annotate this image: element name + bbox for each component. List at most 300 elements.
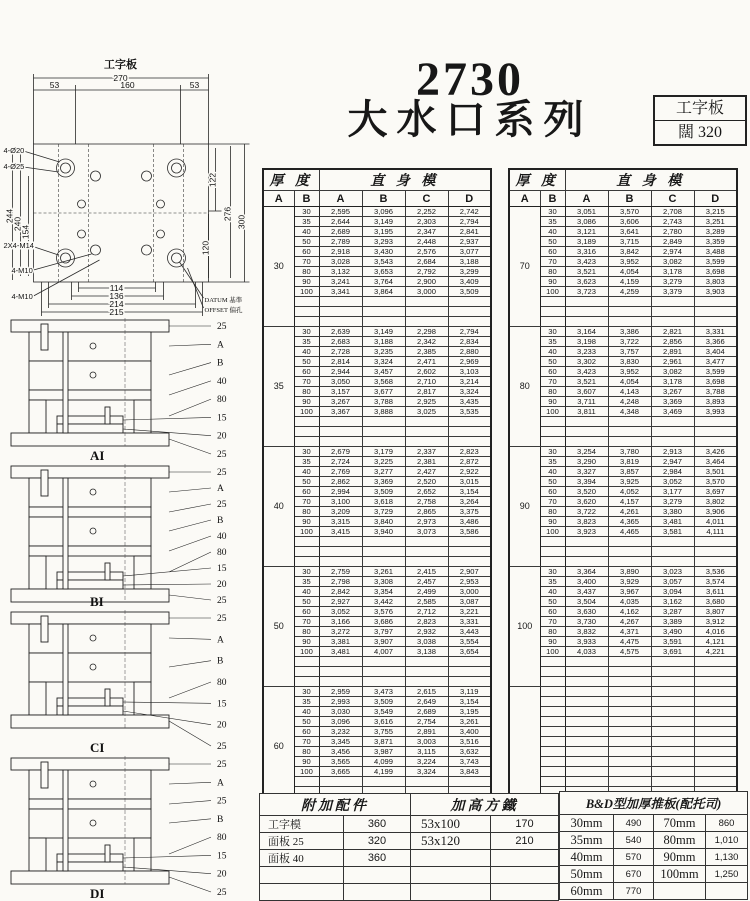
mold-dim-value: 3,630: [565, 607, 608, 617]
mold-dim-value: [608, 767, 651, 777]
mold-dim-value: 4,033: [565, 647, 608, 657]
thickness-b-value: 80: [294, 387, 319, 397]
section-dim-label: 15: [217, 851, 227, 862]
thickness-b-value: 35: [294, 457, 319, 467]
thickness-b-value: 40: [294, 707, 319, 717]
mold-dim-value: 3,166: [319, 617, 362, 627]
section-dim-label: 15: [217, 564, 227, 574]
mold-dim-value: 3,394: [565, 477, 608, 487]
spec-row: [509, 617, 737, 627]
thickness-a-value: 70: [509, 207, 540, 327]
bd-row: [560, 832, 748, 849]
mold-dim-value: 2,585: [405, 597, 448, 607]
spec-row: [263, 707, 491, 717]
thickness-b-value: 30: [294, 687, 319, 697]
thickness-b-value: [540, 437, 565, 447]
mold-dim-value: 3,606: [608, 217, 651, 227]
mold-dim-value: [448, 437, 491, 447]
spec-row: [263, 547, 491, 557]
bd-row: [560, 883, 748, 900]
accessory-value: [344, 884, 411, 901]
spec-row: [509, 567, 737, 577]
plate-spec-box: [653, 95, 747, 146]
mold-dim-value: 3,993: [694, 407, 737, 417]
dim-276: 276: [222, 206, 233, 222]
mold-dim-value: 3,509: [448, 287, 491, 297]
spec-row: [263, 207, 491, 217]
accessory-row: [260, 884, 559, 901]
mold-dim-value: 3,386: [608, 327, 651, 337]
mold-dim-value: [608, 297, 651, 307]
dim-154: 154: [20, 224, 31, 240]
mold-dim-value: 3,293: [362, 237, 405, 247]
mold-dim-value: 3,299: [448, 267, 491, 277]
mold-dim-value: 3,929: [608, 577, 651, 587]
mold-dim-value: [405, 537, 448, 547]
mold-dim-value: 3,157: [319, 387, 362, 397]
mold-dim-value: [448, 297, 491, 307]
spec-row: [263, 397, 491, 407]
mold-dim-value: 3,842: [608, 247, 651, 257]
bd-value: 490: [614, 815, 654, 832]
thickness-b-value: 40: [540, 587, 565, 597]
thickness-header: 厚 度: [263, 169, 319, 191]
mold-dim-value: 2,415: [405, 567, 448, 577]
spec-row: [263, 687, 491, 697]
mold-dim-value: 3,509: [362, 487, 405, 497]
thickness-b-value: [294, 317, 319, 327]
spec-row: [263, 667, 491, 677]
section-dim-label: A: [217, 484, 224, 494]
mold-dim-value: 3,426: [694, 447, 737, 457]
spec-row: [263, 677, 491, 687]
spec-row: [263, 607, 491, 617]
spec-row: [509, 337, 737, 347]
mold-dim-value: 3,521: [565, 377, 608, 387]
mold-dim-value: [565, 737, 608, 747]
mold-section-diagrams: [4, 316, 256, 900]
mold-dim-value: 3,154: [448, 487, 491, 497]
mold-dim-value: 3,591: [651, 637, 694, 647]
thickness-b-value: [540, 297, 565, 307]
mold-dim-value: 2,823: [405, 617, 448, 627]
mold-dim-value: 3,607: [565, 387, 608, 397]
mold-dim-value: 3,277: [362, 467, 405, 477]
mold-dim-value: 3,359: [694, 237, 737, 247]
mold-dim-value: [448, 677, 491, 687]
spec-row: [263, 267, 491, 277]
mold-dim-value: 3,516: [448, 737, 491, 747]
mold-dim-value: 3,366: [694, 337, 737, 347]
mold-dim-value: 3,819: [608, 457, 651, 467]
mold-dim-value: 2,471: [405, 357, 448, 367]
mold-dim-value: 3,254: [565, 447, 608, 457]
mold-dim-value: 3,797: [362, 627, 405, 637]
spec-row: [263, 567, 491, 577]
accessory-value: 360: [344, 816, 411, 833]
mold-dim-value: [651, 547, 694, 557]
mold-dim-value: 3,490: [651, 627, 694, 637]
spec-row: [263, 697, 491, 707]
thickness-a-value: 30: [263, 207, 294, 327]
mold-dim-value: 3,477: [694, 357, 737, 367]
spec-row: [509, 517, 737, 527]
mold-dim-value: 2,252: [405, 207, 448, 217]
mold-dim-value: 3,830: [608, 357, 651, 367]
mold-dim-value: [405, 317, 448, 327]
spec-row: [263, 307, 491, 317]
accessory-name: 面板 25: [260, 833, 344, 850]
mold-dim-value: 3,023: [651, 567, 694, 577]
mold-dim-value: 3,698: [694, 377, 737, 387]
mold-dim-value: [608, 677, 651, 687]
mold-dim-value: 3,442: [362, 597, 405, 607]
thickness-b-value: 80: [294, 507, 319, 517]
mold-dim-value: 3,267: [651, 387, 694, 397]
mold-dim-value: 3,115: [405, 747, 448, 757]
mold-dim-value: 2,381: [405, 457, 448, 467]
thickness-a-value: 100: [509, 567, 540, 687]
thickness-b-value: [540, 307, 565, 317]
mold-dim-value: 3,096: [319, 717, 362, 727]
mold-dim-value: 3,620: [565, 497, 608, 507]
offset-label: OFFSET 偏孔: [204, 307, 243, 314]
mold-dim-value: 2,993: [319, 697, 362, 707]
mold-dim-value: [651, 317, 694, 327]
mold-dim-value: 3,423: [565, 257, 608, 267]
mold-dim-value: 3,327: [565, 467, 608, 477]
mold-dim-value: [651, 657, 694, 667]
spec-row: [263, 747, 491, 757]
mold-dim-value: 2,602: [405, 367, 448, 377]
spec-row: [509, 237, 737, 247]
mold-dim-value: [319, 307, 362, 317]
thickness-b-value: 70: [294, 497, 319, 507]
mold-dim-value: [651, 707, 694, 717]
mold-dim-value: 3,912: [694, 617, 737, 627]
mold-dim-value: [694, 667, 737, 677]
mold-section-di: [4, 754, 256, 900]
spec-row: [263, 767, 491, 777]
mold-dim-value: 3,435: [448, 397, 491, 407]
mold-dim-value: 4,157: [608, 497, 651, 507]
col-header-ma: A: [319, 191, 362, 207]
mold-dim-value: 3,224: [405, 757, 448, 767]
mold-dim-value: 2,794: [448, 217, 491, 227]
mold-dim-value: 3,680: [694, 597, 737, 607]
mold-dim-value: 3,443: [448, 627, 491, 637]
mold-dim-value: 2,448: [405, 237, 448, 247]
mold-dim-value: 2,644: [319, 217, 362, 227]
mold-dim-value: 3,456: [319, 747, 362, 757]
mold-dim-value: 3,050: [319, 377, 362, 387]
mold-dim-value: [694, 767, 737, 777]
spec-row: [263, 467, 491, 477]
mold-dim-value: [651, 537, 694, 547]
mold-dim-value: 3,289: [694, 227, 737, 237]
mold-dim-value: 2,865: [405, 507, 448, 517]
mold-dim-value: 3,154: [448, 697, 491, 707]
mold-dim-value: [694, 657, 737, 667]
thickness-b-value: 100: [294, 767, 319, 777]
mold-dim-value: 3,925: [608, 477, 651, 487]
mold-dim-value: [608, 657, 651, 667]
spec-row: [263, 557, 491, 567]
accessory-name: 面板 40: [260, 850, 344, 867]
thickness-b-value: 90: [540, 277, 565, 287]
mold-dim-value: 3,509: [362, 697, 405, 707]
thickness-b-value: [540, 737, 565, 747]
thickness-b-value: 60: [540, 487, 565, 497]
thickness-b-value: 70: [294, 617, 319, 627]
mold-dim-value: 2,944: [319, 367, 362, 377]
spec-row: [509, 637, 737, 647]
mold-dim-value: 2,969: [448, 357, 491, 367]
mold-dim-value: 2,337: [405, 447, 448, 457]
mold-dim-value: 3,952: [608, 257, 651, 267]
bd-value: 860: [706, 815, 748, 832]
spec-row: [263, 627, 491, 637]
mold-dim-value: [362, 777, 405, 787]
mold-dim-value: 3,149: [362, 217, 405, 227]
spec-row: [263, 647, 491, 657]
mold-dim-value: [405, 297, 448, 307]
section-dim-label: 40: [217, 376, 227, 387]
mold-dim-value: 3,832: [565, 627, 608, 637]
spec-row: [509, 577, 737, 587]
mold-dim-value: [651, 677, 694, 687]
mold-dim-value: 3,811: [565, 407, 608, 417]
spec-row: [263, 777, 491, 787]
spec-row: [263, 437, 491, 447]
spec-row: [263, 417, 491, 427]
mold-dim-value: 3,225: [362, 457, 405, 467]
mold-dim-value: 3,082: [651, 367, 694, 377]
spec-row: [263, 347, 491, 357]
mold-dim-value: 2,342: [405, 337, 448, 347]
mold-dim-value: [319, 317, 362, 327]
mold-dim-value: 3,164: [565, 327, 608, 337]
mold-dim-value: [694, 687, 737, 697]
mold-dim-value: 3,788: [362, 397, 405, 407]
section-dim-label: A: [217, 340, 224, 351]
mold-dim-value: [608, 317, 651, 327]
thickness-b-value: 35: [540, 457, 565, 467]
mold-dim-value: [651, 697, 694, 707]
thickness-a-value: 40: [263, 447, 294, 567]
thickness-b-value: 35: [294, 577, 319, 587]
mold-dim-value: [405, 547, 448, 557]
mold-dim-value: [405, 427, 448, 437]
mold-dim-value: 3,261: [448, 717, 491, 727]
mold-dim-value: 3,967: [608, 587, 651, 597]
dim-240: 240: [12, 216, 23, 232]
thickness-b-value: [540, 537, 565, 547]
mold-dim-value: 3,290: [565, 457, 608, 467]
accessories-header: 附加配件: [260, 794, 411, 816]
mold-dim-value: 3,987: [362, 747, 405, 757]
mold-dim-value: [694, 317, 737, 327]
col-header-mc: C: [651, 191, 694, 207]
thickness-b-value: 40: [294, 587, 319, 597]
thickness-b-value: 80: [540, 387, 565, 397]
mold-dim-value: 4,267: [608, 617, 651, 627]
thickness-a-value: 60: [263, 687, 294, 808]
mold-dim-value: 3,057: [651, 577, 694, 587]
mold-dim-value: 3,840: [362, 517, 405, 527]
mold-dim-value: [565, 437, 608, 447]
mold-dim-value: [448, 417, 491, 427]
mold-dim-value: 3,923: [565, 527, 608, 537]
mold-dim-value: 3,379: [651, 287, 694, 297]
mold-dim-value: 3,871: [362, 737, 405, 747]
mold-dim-value: 3,581: [651, 527, 694, 537]
mold-dim-value: 2,798: [319, 577, 362, 587]
bd-value: 1,130: [706, 849, 748, 866]
dim-215: 215: [109, 307, 124, 317]
mold-dim-value: [608, 777, 651, 787]
mold-dim-value: 3,616: [362, 717, 405, 727]
spec-row: [263, 317, 491, 327]
mold-dim-value: [405, 437, 448, 447]
thickness-b-value: 70: [294, 377, 319, 387]
thickness-b-value: 50: [540, 597, 565, 607]
mold-dim-value: 2,891: [405, 727, 448, 737]
col-header-b: B: [294, 191, 319, 207]
mold-structure-drawing: [11, 318, 211, 454]
spec-row: [263, 407, 491, 417]
col-header-a: A: [263, 191, 294, 207]
thickness-b-value: 70: [540, 257, 565, 267]
riser-size: [411, 884, 491, 901]
mold-dim-value: 3,933: [565, 637, 608, 647]
plate-width: [655, 121, 745, 144]
mold-dim-value: 3,188: [448, 257, 491, 267]
mold-dim-value: 3,235: [362, 347, 405, 357]
thickness-b-value: 50: [540, 357, 565, 367]
bd-size: 90mm: [654, 849, 706, 866]
thickness-b-value: 70: [294, 257, 319, 267]
section-dim-label: B: [217, 656, 224, 667]
mold-dim-value: [651, 777, 694, 787]
mold-dim-value: 2,712: [405, 607, 448, 617]
section-dim-label: 25: [217, 888, 227, 898]
spec-row: [263, 297, 491, 307]
thickness-b-value: 30: [294, 447, 319, 457]
mold-dim-value: 2,347: [405, 227, 448, 237]
spec-row: [509, 737, 737, 747]
thickness-a-value: 35: [263, 327, 294, 447]
thickness-b-value: 100: [294, 407, 319, 417]
mold-dim-value: 2,947: [651, 457, 694, 467]
mold-dim-value: [565, 657, 608, 667]
thickness-header: 厚 度: [509, 169, 565, 191]
mold-dim-value: [608, 557, 651, 567]
thickness-b-value: 35: [294, 217, 319, 227]
thickness-a-value: 90: [509, 447, 540, 567]
mold-dim-value: 3,000: [448, 587, 491, 597]
col-header-md: D: [448, 191, 491, 207]
section-dim-label: A: [217, 635, 224, 646]
mold-dim-value: [565, 297, 608, 307]
mold-dim-value: [362, 657, 405, 667]
mold-dim-value: [651, 307, 694, 317]
mold-dim-value: 2,834: [448, 337, 491, 347]
thickness-b-value: [540, 767, 565, 777]
mold-section-ci: [4, 608, 256, 754]
spec-table-right: [508, 168, 738, 808]
mold-section-ai: [4, 316, 256, 462]
mold-dim-value: 4,259: [608, 287, 651, 297]
mold-dim-value: [608, 727, 651, 737]
mold-dim-value: 3,354: [362, 587, 405, 597]
section-dim-label: 40: [217, 532, 227, 542]
mold-dim-value: 4,465: [608, 527, 651, 537]
mold-dim-value: [608, 747, 651, 757]
mold-dim-value: 2,789: [319, 237, 362, 247]
mold-dim-value: [608, 737, 651, 747]
thickness-b-value: 30: [540, 567, 565, 577]
section-dim-label: 25: [217, 796, 227, 807]
mold-dim-value: [362, 547, 405, 557]
mold-dim-value: [608, 427, 651, 437]
section-dim-label: 80: [217, 678, 227, 688]
mold-dim-value: 2,759: [319, 567, 362, 577]
section-dim-label: 20: [217, 720, 227, 731]
mold-dim-value: 2,856: [651, 337, 694, 347]
riser-value: 170: [491, 816, 559, 833]
mold-dim-value: 2,821: [651, 327, 694, 337]
mold-dim-value: 2,927: [319, 597, 362, 607]
mold-dim-value: 2,937: [448, 237, 491, 247]
section-dim-label: 20: [217, 431, 227, 442]
mold-dim-value: 3,195: [448, 707, 491, 717]
thickness-b-value: 35: [540, 337, 565, 347]
thickness-b-value: [294, 307, 319, 317]
mold-dim-value: 3,576: [362, 607, 405, 617]
spec-row: [509, 687, 737, 697]
mold-dim-value: 3,722: [565, 507, 608, 517]
mold-dim-value: 3,654: [448, 647, 491, 657]
mold-dim-value: 3,052: [651, 477, 694, 487]
thickness-b-value: 30: [540, 207, 565, 217]
section-dim-label: 25: [217, 596, 227, 606]
thickness-b-value: [294, 427, 319, 437]
mold-dim-value: 2,959: [319, 687, 362, 697]
plate-width-label: 闊: [677, 124, 694, 142]
thickness-b-value: 90: [294, 757, 319, 767]
mold-dim-value: 3,520: [565, 487, 608, 497]
thickness-b-value: 35: [294, 697, 319, 707]
mold-dim-value: 2,742: [448, 207, 491, 217]
mold-dim-value: 3,764: [362, 277, 405, 287]
bd-value: 770: [614, 883, 654, 900]
mold-dim-value: 2,984: [651, 467, 694, 477]
mold-dim-value: 3,632: [448, 747, 491, 757]
mold-dim-value: 2,595: [319, 207, 362, 217]
mold-dim-value: 2,792: [405, 267, 448, 277]
straight-mold-header: 直 身 模: [319, 169, 491, 191]
spec-row: [509, 537, 737, 547]
spec-row: [509, 247, 737, 257]
mold-dim-value: 2,298: [405, 327, 448, 337]
mold-dim-value: 3,641: [608, 227, 651, 237]
thickness-b-value: [540, 747, 565, 757]
spec-row: [263, 367, 491, 377]
mold-dim-value: 3,177: [651, 487, 694, 497]
mold-dim-value: 3,423: [565, 367, 608, 377]
mold-dim-value: 3,400: [565, 577, 608, 587]
